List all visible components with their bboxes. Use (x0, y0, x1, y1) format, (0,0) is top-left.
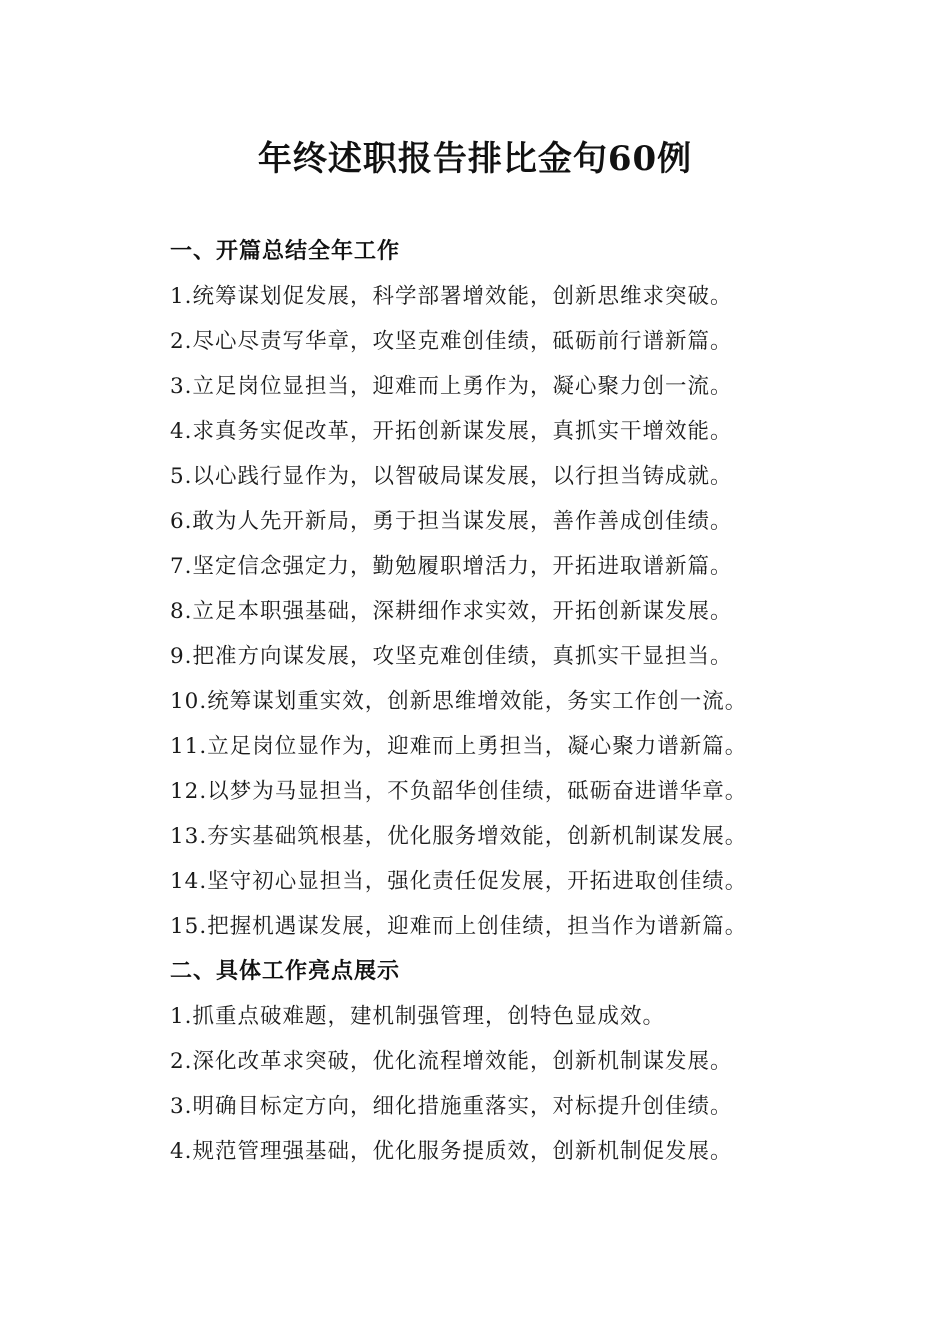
list-item: 15.把握机遇谋发展，迎难而上创佳绩，担当作为谱新篇。 (170, 914, 748, 939)
list-item: 11.立足岗位显作为，迎难而上勇担当，凝心聚力谱新篇。 (170, 734, 748, 759)
section-opening-summary (170, 229, 870, 949)
section-work-highlights (170, 949, 870, 1174)
list-item: 5.以心践行显作为，以智破局谋发展，以行担当铸成就。 (170, 464, 733, 489)
list-item: 10.统筹谋划重实效，创新思维增效能，务实工作创一流。 (170, 689, 748, 714)
list-item: 8.立足本职强基础，深耕细作求实效，开拓创新谋发展。 (170, 599, 733, 624)
list-item: 3.明确目标定方向，细化措施重落实，对标提升创佳绩。 (170, 1094, 733, 1119)
list-item: 1.抓重点破难题，建机制强管理，创特色显成效。 (170, 1004, 666, 1029)
section-heading: 二、具体工作亮点展示 (170, 959, 401, 984)
list-item: 12.以梦为马显担当，不负韶华创佳绩，砥砺奋进谱华章。 (170, 779, 748, 804)
list-item: 14.坚守初心显担当，强化责任促发展，开拓进取创佳绩。 (170, 869, 748, 894)
list-item: 2.深化改革求突破，优化流程增效能，创新机制谋发展。 (170, 1049, 733, 1074)
list-item: 6.敢为人先开新局，勇于担当谋发展，善作善成创佳绩。 (170, 509, 733, 534)
list-item: 1.统筹谋划促发展，科学部署增效能，创新思维求突破。 (170, 284, 733, 309)
phrase-list (170, 994, 870, 1174)
document-body (170, 229, 870, 1174)
list-item: 2.尽心尽责写华章，攻坚克难创佳绩，砥砺前行谱新篇。 (170, 329, 733, 354)
list-item: 4.规范管理强基础，优化服务提质效，创新机制促发展。 (170, 1139, 733, 1164)
list-item: 13.夯实基础筑根基，优化服务增效能，创新机制谋发展。 (170, 824, 748, 849)
list-item: 3.立足岗位显担当，迎难而上勇作为，凝心聚力创一流。 (170, 374, 733, 399)
section-heading: 一、开篇总结全年工作 (170, 239, 401, 264)
phrase-list (170, 274, 870, 949)
document-title: 年终述职报告排比金句60例 (257, 139, 693, 179)
list-item: 7.坚定信念强定力，勤勉履职增活力，开拓进取谱新篇。 (170, 554, 733, 579)
list-item: 4.求真务实促改革，开拓创新谋发展，真抓实干增效能。 (170, 419, 733, 444)
list-item: 9.把准方向谋发展，攻坚克难创佳绩，真抓实干显担当。 (170, 644, 733, 669)
